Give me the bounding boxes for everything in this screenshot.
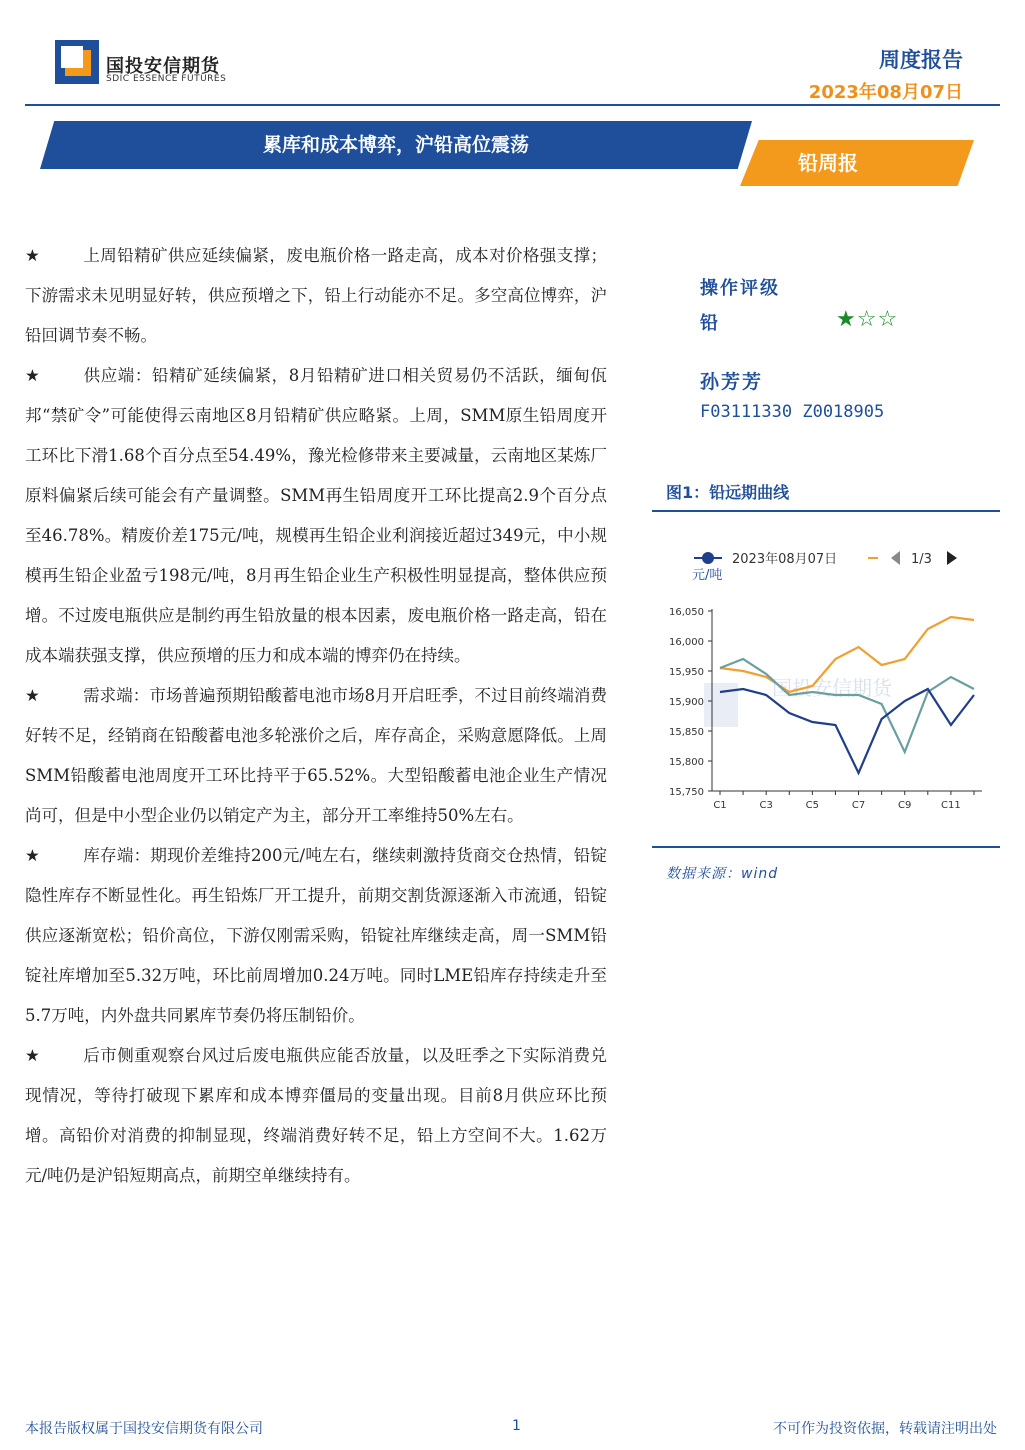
y-tick-label: 15,750 [669,787,704,798]
y-tick-label: 15,950 [669,667,704,678]
x-tick-label: C9 [898,800,912,811]
paragraph-inventory: ★ 库存端：期现价差维持200元/吨左右，继续刺激持货商交仓热情，铅锭隐性库存不断显性化。再生铅炼厂开工提升，前期交割货源逐渐入市流通，铅锭供应逐渐宽松；铅价高位，下游仅刚需采购，铅锭社库继续走高，周一SMM铅锭社库增加至5.32万吨，环比前周增加0.24万吨。同时LME铅库存持续走升至5.7万吨，内外盘共同累库节奏仍将压制铅价。 [25,836,607,1036]
paragraph-outlook: ★ 后市侧重观察台风过后废电瓶供应能否放量，以及旺季之下实际消费兑现情况，等待打破现下累库和成本博弈僵局的变量出现。目前8月供应环比预增。高铅价对消费的抑制显现，终端消费好转不足，铅上方空间不大。1.62万元/吨仍是沪铅短期高点，前期空单继续持有。 [25,1036,607,1196]
report-title: 累库和成本博弈，沪铅高位震荡 [262,134,529,156]
y-tick-label: 16,000 [669,637,704,648]
author-name: 孙芳芳 [700,371,764,393]
chart-watermark: 国投安信期货 [772,676,892,700]
footer-copyright: 本报告版权属于国投安信期货有限公司 [25,1421,263,1437]
report-body [25,236,607,1196]
legend-marker [702,552,714,564]
report-type: 周度报告 [879,48,963,72]
figure-title: 图1：铅远期曲线 [666,483,790,502]
prev-page-icon [891,551,900,565]
page-number: 1 [512,1418,521,1434]
x-tick-label: C7 [851,800,866,811]
forward-curve-chart [652,515,1000,845]
figure-top-rule [652,510,1000,512]
report-date: 2023年08月07日 [808,82,963,103]
x-tick-label: C11 [941,800,961,811]
author-ids: F03111330 Z0018905 [700,402,885,422]
paragraph-supply: ★ 供应端：铅精矿延续偏紧，8月铅精矿进口相关贸易仍不活跃，缅甸佤邦“禁矿令”可能使得云南地区8月铅精矿供应略紧。上周，SMM原生铅周度开工环比下滑1.68个百分点至54.49%，豫光检修带来主要减量，云南地区某炼厂原料偏紧后续可能会有产量调整。SMM再生铅周度开工环比提高2.9个百分点至46.78%。精废价差175元/吨，规模再生铅企业利润接近超过349元，中小规模再生铅企业盈亏198元/吨，8月再生铅企业生产积极性明显提高，整体供应预增。不过废电瓶供应是制约再生铅放量的根本因素，废电瓶价格一路走高，铅在成本端获强支撑，供应预增的压力和成本端的博弈仍在持续。 [25,356,607,676]
y-tick-label: 15,800 [669,757,704,768]
x-tick-label: C1 [713,800,727,811]
series-line-1 [720,659,974,752]
paragraph-demand: ★ 需求端：市场普遍预期铅酸蓄电池市场8月开启旺季，不过目前终端消费好转不足，经销商在铅酸蓄电池多轮涨价之后，库存高企，采购意愿降低。上周SMM铅酸蓄电池周度开工环比持平于65.52%。大型铅酸蓄电池企业生产情况尚可，但是中小型企业仍以销定产为主，部分开工率维持50%左右。 [25,676,607,836]
next-page-icon [947,551,957,565]
rating-item: 铅 [700,313,718,334]
star-bullet-icon: ★ [25,846,40,865]
legend-pager: 1/3 [911,552,932,567]
star-bullet-icon: ★ [25,686,40,705]
x-tick-label: C5 [805,800,820,811]
paragraph-summary: ★ 上周铅精矿供应延续偏紧，废电瓶价格一路走高，成本对价格强支撑；下游需求未见明显好转，供应预增之下，铅上行动能亦不足。多空高位博弈，沪铅回调节奏不畅。 [25,236,607,356]
figure-bottom-rule [652,846,1000,848]
company-name-en: SDIC ESSENCE FUTURES [106,74,227,84]
y-tick-label: 15,850 [669,727,704,738]
star-bullet-icon: ★ [25,1046,40,1065]
star-bullet-icon: ★ [25,366,40,385]
footer-disclaimer: 不可作为投资依据，转载请注明出处 [773,1421,997,1437]
company-logo [55,40,99,84]
series-line-2 [720,689,974,773]
rating-heading: 操作评级 [700,278,780,299]
company-name-cn: 国投安信期货 [106,56,220,77]
star-bullet-icon: ★ [25,246,40,265]
y-axis-label: 元/吨 [692,568,723,583]
y-tick-label: 15,900 [669,697,704,708]
data-source: 数据来源：wind [666,866,779,882]
rating-stars-icon: ★☆☆ [836,307,899,332]
report-tag: 铅周报 [798,151,858,175]
y-tick-label: 16,050 [669,607,704,618]
x-tick-label: C3 [759,800,773,811]
legend-label: 2023年08月07日 [732,552,838,567]
logo-white-square [61,46,83,68]
header-rule [25,104,1000,106]
